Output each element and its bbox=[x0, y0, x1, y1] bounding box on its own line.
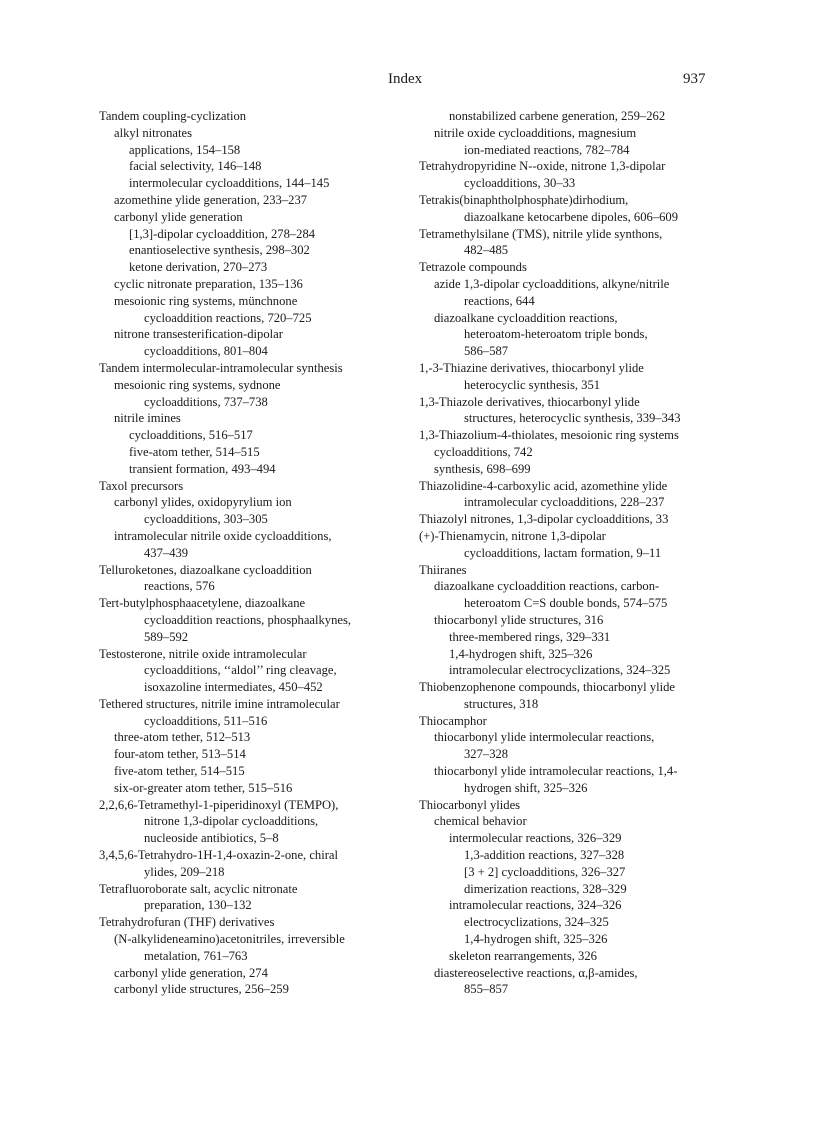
index-entry: skeleton rearrangements, 326 bbox=[449, 948, 597, 963]
index-entry: 855–857 bbox=[464, 982, 509, 997]
index-entry: preparation, 130–132 bbox=[144, 898, 252, 913]
index-entry: thiocarbonyl ylide intermolecular reactions, bbox=[434, 730, 655, 745]
index-entry: cycloaddition reactions, phosphaalkynes, bbox=[144, 612, 352, 627]
index-entry: intramolecular nitrile oxide cycloadditions, bbox=[114, 528, 332, 543]
index-entry: synthesis, 698–699 bbox=[434, 461, 531, 476]
index-entry: 1,3-Thiazole derivatives, thiocarbonyl ylide bbox=[419, 394, 640, 409]
running-header-title: Index bbox=[388, 71, 423, 87]
index-entry: Tandem coupling-cyclization bbox=[99, 109, 247, 123]
index-entry: cyclic nitronate preparation, 135–136 bbox=[114, 276, 303, 291]
index-entry: cycloaddition reactions, 720–725 bbox=[144, 310, 312, 325]
index-entry: 327–328 bbox=[464, 747, 509, 762]
index-entry: ketone derivation, 270–273 bbox=[129, 260, 268, 275]
index-entry: intramolecular cycloadditions, 228–237 bbox=[464, 495, 665, 510]
index-entry: 1,-3-Thiazine derivatives, thiocarbonyl ylide bbox=[419, 360, 644, 375]
index-entry: [3 + 2] cycloadditions, 326–327 bbox=[464, 864, 626, 879]
index-entry: nitrone 1,3-dipolar cycloadditions, bbox=[144, 814, 319, 829]
index-entry: reactions, 576 bbox=[144, 579, 215, 594]
index-column-right bbox=[419, 108, 729, 998]
index-entry: azide 1,3-dipolar cycloadditions, alkyne/nitrile bbox=[434, 276, 670, 291]
index-entry: nonstabilized carbene generation, 259–262 bbox=[449, 109, 666, 123]
index-entry: facial selectivity, 146–148 bbox=[129, 159, 262, 174]
index-entry: Thiiranes bbox=[419, 562, 467, 577]
index-entry: Tetrahydropyridine N--oxide, nitrone 1,3-dipolar bbox=[419, 159, 666, 174]
index-entry: 1,4-hydrogen shift, 325–326 bbox=[449, 646, 593, 661]
index-entry: nucleoside antibiotics, 5–8 bbox=[144, 831, 279, 846]
index-entry: five-atom tether, 514–515 bbox=[129, 444, 260, 459]
index-entry: azomethine ylide generation, 233–237 bbox=[114, 192, 308, 207]
index-entry: four-atom tether, 513–514 bbox=[114, 747, 246, 762]
index-entry: heteroatom C=S double bonds, 574–575 bbox=[464, 596, 668, 611]
index-entry: carbonyl ylide structures, 256–259 bbox=[114, 982, 289, 997]
index-entry: intermolecular reactions, 326–329 bbox=[449, 831, 622, 846]
index-entry: 589–592 bbox=[144, 629, 189, 644]
index-entry: carbonyl ylides, oxidopyrylium ion bbox=[114, 495, 292, 510]
index-entry: mesoionic ring systems, sydnone bbox=[114, 377, 281, 392]
index-entry: ylides, 209–218 bbox=[144, 864, 225, 879]
index-entry: Tert-butylphosphaacetylene, diazoalkane bbox=[99, 596, 306, 611]
index-entry: nitrile oxide cycloadditions, magnesium bbox=[434, 125, 637, 140]
index-entry: Tetrahydrofuran (THF) derivatives bbox=[99, 915, 275, 930]
index-entry: cycloadditions, 742 bbox=[434, 444, 533, 459]
index-entry: intermolecular cycloadditions, 144–145 bbox=[129, 176, 330, 191]
index-entry: diazoalkane cycloaddition reactions, carbon- bbox=[434, 579, 660, 594]
index-column-left bbox=[99, 108, 409, 998]
index-entry: heterocyclic synthesis, 351 bbox=[464, 377, 601, 392]
index-entry: three-membered rings, 329–331 bbox=[449, 629, 611, 644]
index-entry: Tetrazole compounds bbox=[419, 260, 527, 275]
index-entry: intramolecular reactions, 324–326 bbox=[449, 898, 622, 913]
index-entry: Thiobenzophenone compounds, thiocarbonyl ylide bbox=[419, 680, 676, 695]
index-entry: Thiocarbonyl ylides bbox=[419, 797, 521, 812]
index-entry: 3,4,5,6-Tetrahydro-1H-1,4-oxazin-2-one, chiral bbox=[99, 848, 339, 863]
index-entry: enantioselective synthesis, 298–302 bbox=[129, 243, 310, 258]
index-entry: 1,3-Thiazolium-4-thiolates, mesoionic ring systems bbox=[419, 428, 679, 443]
index-entry: nitrile imines bbox=[114, 411, 181, 426]
index-entry: cycloadditions, 801–804 bbox=[144, 344, 268, 359]
index-entry: 1,3-addition reactions, 327–328 bbox=[464, 848, 625, 863]
index-entry: 482–485 bbox=[464, 243, 509, 258]
index-entry: metalation, 761–763 bbox=[144, 948, 248, 963]
index-entry: Taxol precursors bbox=[99, 478, 184, 493]
index-entry: cycloadditions, 303–305 bbox=[144, 512, 268, 527]
index-entry: (N-alkylideneamino)acetonitriles, irreversible bbox=[114, 932, 345, 947]
index-entry: 586–587 bbox=[464, 344, 509, 359]
index-entry: structures, heterocyclic synthesis, 339–343 bbox=[464, 411, 681, 426]
index-entry: Testosterone, nitrile oxide intramolecular bbox=[99, 646, 307, 661]
index-entry: cycloadditions, ‘‘aldol’’ ring cleavage, bbox=[144, 663, 337, 678]
index-entry: cycloadditions, 516–517 bbox=[129, 428, 253, 443]
index-entry: hydrogen shift, 325–326 bbox=[464, 780, 588, 795]
index-entry: chemical behavior bbox=[434, 814, 527, 829]
index-entry: 1,4-hydrogen shift, 325–326 bbox=[464, 932, 608, 947]
index-entry: diastereoselective reactions, α,β-amides, bbox=[434, 965, 638, 980]
index-entry: dimerization reactions, 328–329 bbox=[464, 881, 627, 896]
index-entry: Tetramethylsilane (TMS), nitrile ylide synthons, bbox=[419, 226, 663, 241]
index-entry: heteroatom-heteroatom triple bonds, bbox=[464, 327, 648, 342]
index-entry: intramolecular electrocyclizations, 324–325 bbox=[449, 663, 671, 678]
index-entry: Tandem intermolecular-intramolecular synthesis bbox=[99, 360, 343, 375]
index-entry: diazoalkane cycloaddition reactions, bbox=[434, 310, 618, 325]
index-entry: Tethered structures, nitrile imine intramolecular bbox=[99, 696, 340, 711]
index-entry: transient formation, 493–494 bbox=[129, 461, 276, 476]
index-entry: isoxazoline intermediates, 450–452 bbox=[144, 680, 323, 695]
index-entry: electrocyclizations, 324–325 bbox=[464, 915, 609, 930]
index-entry: mesoionic ring systems, münchnone bbox=[114, 293, 298, 308]
index-entry: (+)-Thienamycin, nitrone 1,3-dipolar bbox=[419, 528, 606, 543]
index-entry: three-atom tether, 512–513 bbox=[114, 730, 251, 745]
index-entry: 2,2,6,6-Tetramethyl-1-piperidinoxyl (TEMPO), bbox=[99, 797, 339, 812]
index-entry: Tetrafluoroborate salt, acyclic nitronate bbox=[99, 881, 298, 896]
index-entry: cycloadditions, lactam formation, 9–11 bbox=[464, 545, 662, 560]
index-entry: ion-mediated reactions, 782–784 bbox=[464, 142, 630, 157]
index-entry: thiocarbonyl ylide structures, 316 bbox=[434, 612, 604, 627]
index-entry: five-atom tether, 514–515 bbox=[114, 764, 245, 779]
index-entry: cycloadditions, 737–738 bbox=[144, 394, 268, 409]
index-entry: six-or-greater atom tether, 515–516 bbox=[114, 780, 293, 795]
index-entry: applications, 154–158 bbox=[129, 142, 241, 157]
index-entry: cycloadditions, 30–33 bbox=[464, 176, 576, 191]
index-entry: carbonyl ylide generation, 274 bbox=[114, 965, 268, 980]
index-entry: Thiazolyl nitrones, 1,3-dipolar cycloadditions, 33 bbox=[419, 512, 669, 527]
index-entry: Thiocamphor bbox=[419, 713, 487, 728]
index-entry: 437–439 bbox=[144, 545, 189, 560]
index-entry: [1,3]-dipolar cycloaddition, 278–284 bbox=[129, 226, 316, 241]
index-entry: Thiazolidine-4-carboxylic acid, azomethine ylide bbox=[419, 478, 668, 493]
index-entry: nitrone transesterification-dipolar bbox=[114, 327, 283, 342]
index-entry: Tetrakis(binaphtholphosphate)dirhodium, bbox=[419, 192, 629, 207]
page-number: 937 bbox=[683, 71, 706, 87]
index-entry: thiocarbonyl ylide intramolecular reactions, 1,4- bbox=[434, 764, 678, 779]
index-entry: reactions, 644 bbox=[464, 293, 535, 308]
index-entry: cycloadditions, 511–516 bbox=[144, 713, 268, 728]
index-entry: Telluroketones, diazoalkane cycloaddition bbox=[99, 562, 312, 577]
index-entry: alkyl nitronates bbox=[114, 125, 192, 140]
index-entry: structures, 318 bbox=[464, 696, 539, 711]
index-entry: carbonyl ylide generation bbox=[114, 209, 243, 224]
index-entry: diazoalkane ketocarbene dipoles, 606–609 bbox=[464, 209, 679, 224]
